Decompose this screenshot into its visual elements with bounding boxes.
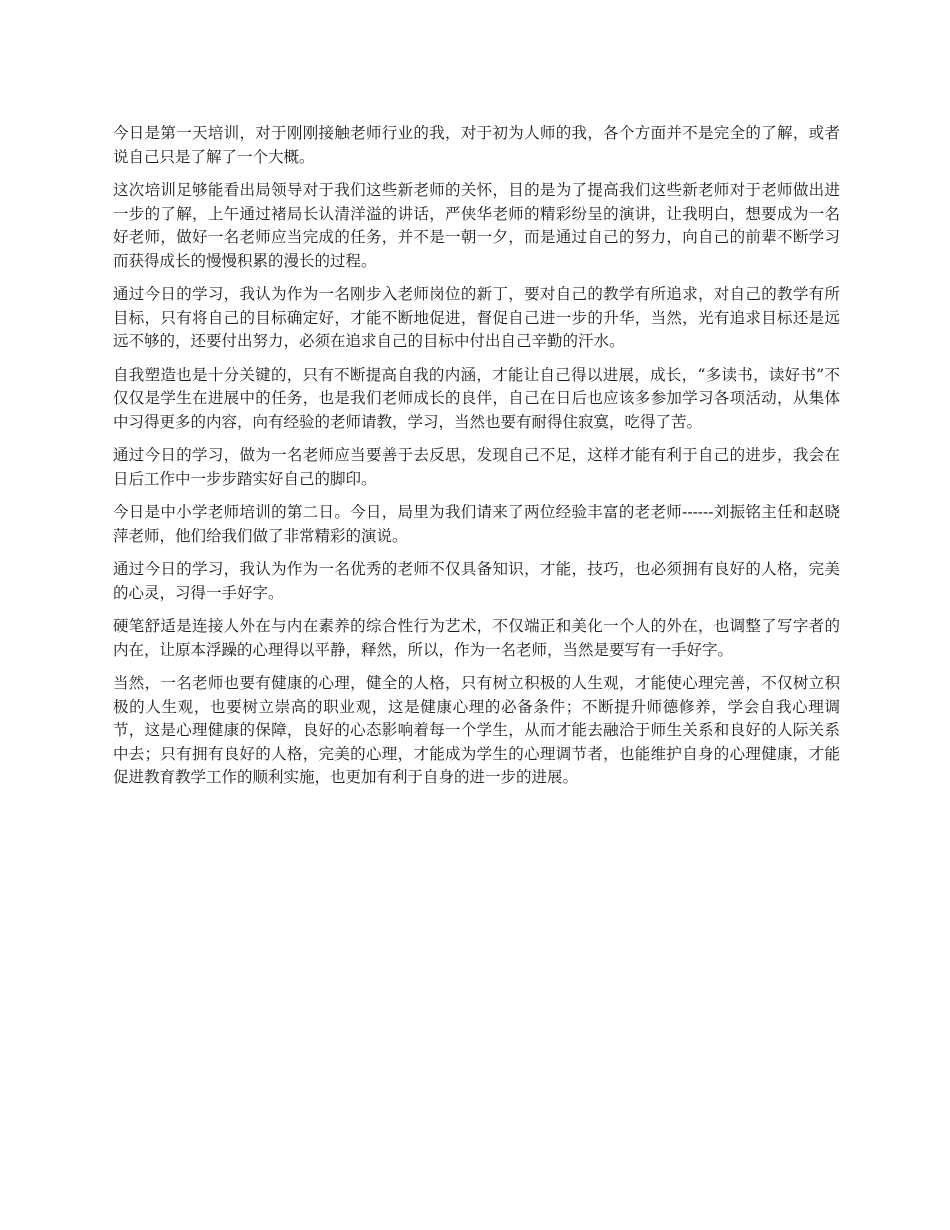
paragraph-3: 通过今日的学习，我认为作为一名刚步入老师岗位的新丁，要对自己的教学有所追求，对自己的教学有所目标，只有将自己的目标确定好，才能不断地促进，督促自己进一步的升华，当然，光有追求目标还是远远不够的，还要付出努力，必须在追求自己的目标中付出自己辛勤的汗水。 <box>113 285 840 350</box>
document-body <box>113 122 840 800</box>
paragraph-9: 当然，一名老师也要有健康的心理，健全的人格，只有树立积极的人生观，才能使心理完善，不仅树立积极的人生观，也要树立崇高的职业观，这是健康心理的必备条件；不断提升师德修养，学会自我心理调节，这是心理健康的保障，良好的心态影响着每一个学生，从而才能去融洽于师生关系和良好的人际关系中去；只有拥有良好的人格，完美的心理，才能成为学生的心理调节者，也能维护自身的心理健康，才能促进教育教学工作的顺利实施，也更加有利于自身的进一步的进展。 <box>113 674 840 786</box>
paragraph-6: 今日是中小学老师培训的第二日。今日，局里为我们请来了两位经验丰富的老老师------刘振铭主任和赵晓萍老师，他们给我们做了非常精彩的演说。 <box>113 503 840 545</box>
paragraph-2: 这次培训足够能看出局领导对于我们这些新老师的关怀，目的是为了提高我们这些新老师对于老师做出进一步的了解，上午通过褚局长认清洋溢的讲话，严侠华老师的精彩纷呈的演讲，让我明白，想要成为一名好老师，做好一名老师应当完成的任务，并不是一朝一夕，而是通过自己的努力，向自己的前辈不断学习而获得成长的慢慢积累的漫长的过程。 <box>113 181 840 270</box>
paragraph-4: 自我塑造也是十分关键的，只有不断提高自我的内涵，才能让自己得以进展，成长，“多读书，读好书”不仅仅是学生在进展中的任务，也是我们老师成长的良伴，自己在日后也应该多参加学习各项活动，从集体中习得更多的内容，向有经验的老师请教，学习，当然也要有耐得住寂寞，吃得了苦。 <box>113 365 840 431</box>
paragraph-8: 硬笔舒适是连接人外在与内在素养的综合性行为艺术，不仅端正和美化一个人的外在，也调整了写字者的内在，让原本浮躁的心理得以平静，释然，所以，作为一名老师，当然是要写有一手好字。 <box>113 617 840 659</box>
paragraph-7: 通过今日的学习，我认为作为一名优秀的老师不仅具备知识，才能，技巧，也必须拥有良好的人格，完美的心灵，习得一手好字。 <box>113 560 840 602</box>
paragraph-1: 今日是第一天培训，对于刚刚接触老师行业的我，对于初为人师的我，各个方面并不是完全的了解，或者说自己只是了解了一个大概。 <box>113 124 840 166</box>
paragraph-5: 通过今日的学习，做为一名老师应当要善于去反思，发现自己不足，这样才能有利于自己的进步，我会在日后工作中一步步踏实好自己的脚印。 <box>113 446 840 488</box>
